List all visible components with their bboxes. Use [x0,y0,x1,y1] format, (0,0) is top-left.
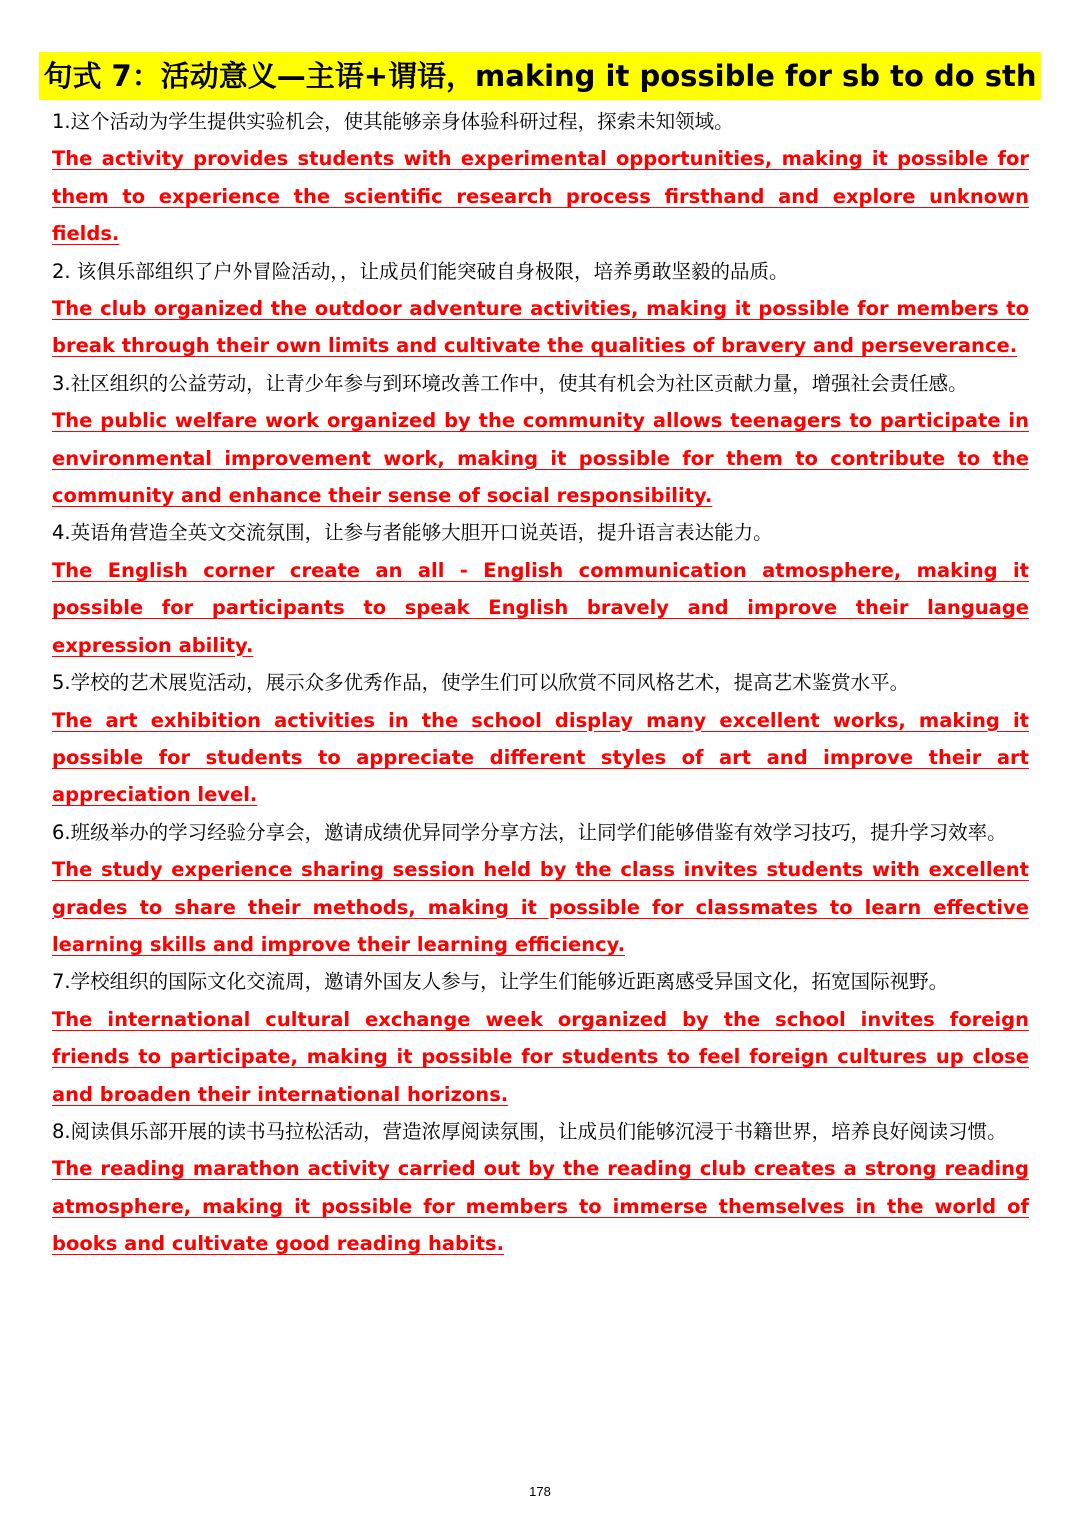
english-translation-7: The international cultural exchange week organized by the school invites foreign friends to participate, making it possible for students to feel foreign cultures up close and broaden their international horizons. [52,1007,1029,1106]
english-translation-1: The activity provides students with experimental opportunities, making it possible for them to experience the scientific research process firsthand and explore unknown fields. [52,147,1029,246]
english-translation-5: The art exhibition activities in the school display many excellent works, making it possible for students to appreciate different styles of art and improve their art appreciation level. [52,708,1029,807]
chinese-sentence-8: 8.阅读俱乐部开展的读书马拉松活动，营造浓厚阅读氛围，让成员们能够沉浸于书籍世界，培养良好阅读习惯。 [52,1119,1007,1143]
title-container [0,52,1080,100]
english-translation-2: The club organized the outdoor adventure activities, making it possible for members to break through their own limits and cultivate the qualities of bravery and perseverance. [52,297,1029,358]
chinese-sentence-4: 4.英语角营造全英文交流氛围，让参与者能够大胆开口说英语，提升语言表达能力。 [52,521,773,545]
chinese-sentence-2: 2. 该俱乐部组织了户外冒险活动，，让成员们能突破自身极限，培养勇敢坚毅的品质。 [52,259,789,283]
english-translation-6: The study experience sharing session held by the class invites students with excellent grades to share their methods, making it possible for classmates to learn effective learning skills and improve their learning efficiency. [52,858,1029,956]
chinese-sentence-3: 3.社区组织的公益劳动，让青少年参与到环境改善工作中，使其有机会为社区贡献力量，增强社会责任感。 [52,371,968,395]
chinese-sentence-7: 7.学校组织的国际文化交流周，邀请外国友人参与，让学生们能够近距离感受异国文化，拓宽国际视野。 [52,970,949,994]
exercise-list [52,103,1029,1263]
english-translation-3: The public welfare work organized by the community allows teenagers to participate in environmental improvement work, making it possible for them to contribute to the community and enhance their sense of social responsibility. [52,409,1029,508]
english-translation-4: The English corner create an all - English communication atmosphere, making it possible for participants to speak English bravely and improve their language expression ability. [52,558,1029,657]
english-translation-8: The reading marathon activity carried out by the reading club creates a strong reading atmosphere, making it possible for members to immerse themselves in the world of books and cultivate good reading habits. [52,1157,1029,1256]
page-title: 句式 7：活动意义—主语+谓语，making it possible for sb to do sth [39,52,1040,100]
chinese-sentence-1: 1.这个活动为学生提供实验机会，使其能够亲身体验科研过程，探索未知领域。 [52,110,734,133]
chinese-sentence-6: 6.班级举办的学习经验分享会，邀请成绩优异同学分享方法，让同学们能够借鉴有效学习技巧，提升学习效率。 [52,820,1007,844]
chinese-sentence-5: 5.学校的艺术展览活动，展示众多优秀作品，使学生们可以欣赏不同风格艺术，提高艺术鉴赏水平。 [52,671,910,695]
page-number: 178 [529,1484,551,1499]
